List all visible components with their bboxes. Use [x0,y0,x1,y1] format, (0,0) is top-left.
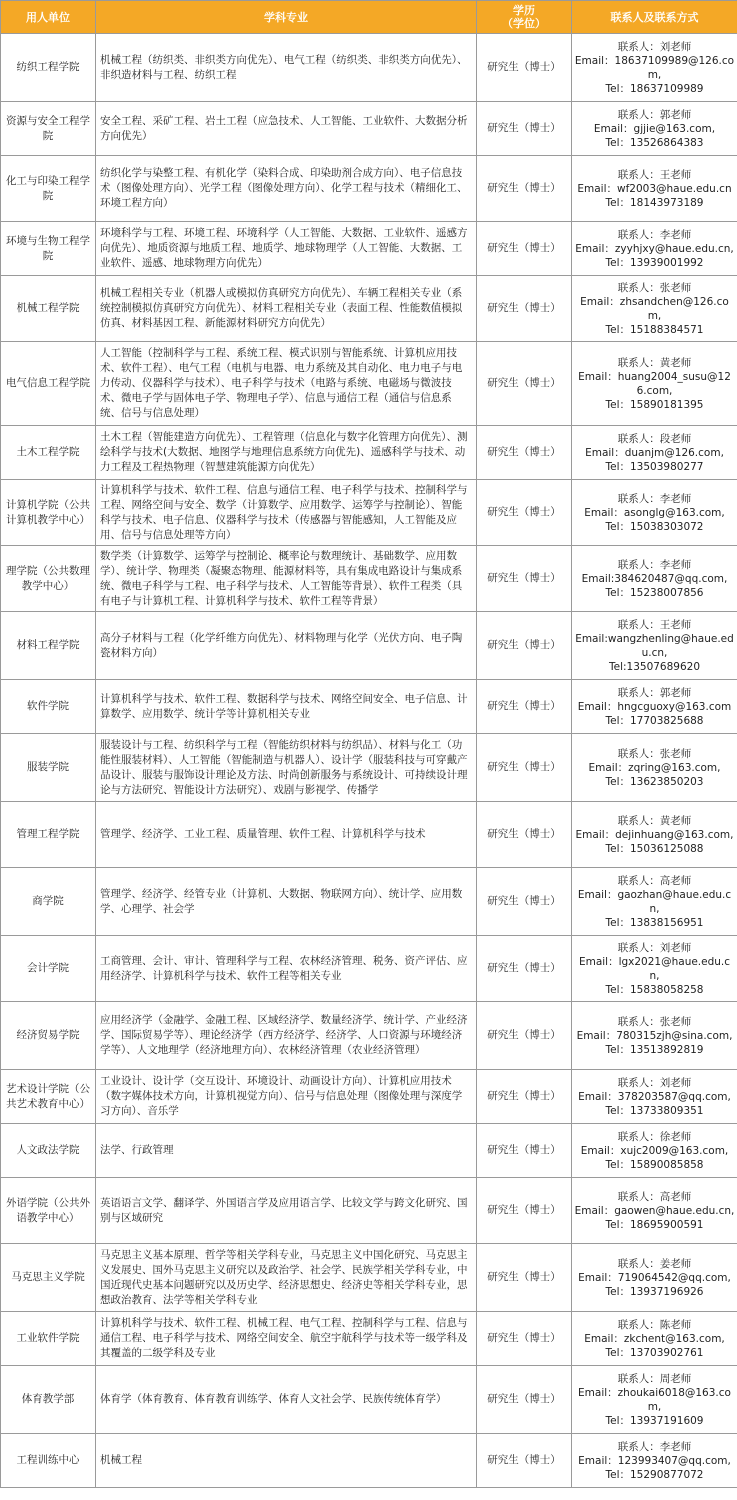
major-cell: 马克思主义基本原理、哲学等相关学科专业，马克思主义中国化研究、马克思主义发展史、国外马克思主义研究以及政治学、社会学、民族学相关学科专业，中国近现代史基本问题研究以及历史学、经济思想史、经济史等相关学科专业，思想政治教育、法学等相关学科专业 [96,1244,477,1312]
major-cell: 人工智能（控制科学与工程、系统工程、模式识别与智能系统、计算机应用技术、软件工程）、电气工程（电机与电器、电力系统及其自动化、电力电子与电力传动、仪器科学与技术）、电子科学与技术（电路与系统、电磁场与微波技术、微电子学与固体电子学、物理电子学）、信息与通信工程（通信与信息系统、信号与信息处理） [96,342,477,426]
degree-cell: 研究生（博士） [477,276,572,342]
contact-cell [572,1002,737,1070]
unit-cell: 外语学院（公共外语教学中心） [1,1178,96,1244]
degree-cell: 研究生（博士） [477,680,572,734]
degree-cell: 研究生（博士） [477,1312,572,1366]
contact-email: Email：zkchent@163.com, [584,1332,725,1345]
major-cell: 机械工程 [96,1434,477,1488]
table-row [1,222,737,276]
contact-person: 联系人：张老师 [617,747,692,760]
major-cell: 机械工程相关专业（机器人或模拟仿真研究方向优先）、车辆工程相关专业（系统控制模拟仿真研究方向优先）、材料工程相关专业（表面工程、性能数值模拟仿真、材料基因工程、新能源材料研究方向优先） [96,276,477,342]
major-cell: 计算机科学与技术、软件工程、信息与通信工程、电子科学与技术、控制科学与工程、网络空间与安全、数学（计算数学、应用数学、运筹学与控制论）、智能科学与技术、电子信息、仪器科学与技术（传感器与智能感知，人工智能及应用、信号与信息处理等方向） [96,480,477,546]
table-row [1,480,737,546]
table-row [1,1244,737,1312]
degree-cell: 研究生（博士） [477,802,572,868]
unit-cell: 管理工程学院 [1,802,96,868]
contact-cell [572,868,737,936]
contact-cell [572,734,737,802]
table-row [1,156,737,222]
contact-email: Email：huang2004_susu@126.com, [578,370,731,397]
contact-email: Email：719064542@qq.com, [578,1271,731,1284]
unit-cell: 纺织工程学院 [1,34,96,102]
contact-person: 联系人：刘老师 [617,40,692,53]
major-cell: 服装设计与工程、纺织科学与工程（智能纺织材料与纺织品）、材料与化工（功能性服装材料）、人工智能（智能制造与机器人）、设计学（服装科技与可穿戴产品设计、服装与服饰设计理论及方法、时尚创新服务与系统设计、可持续设计理论与方法研究、智能设计方法研究）、戏剧与影视学、传播学 [96,734,477,802]
contact-tel: Tel：15188384571 [605,323,704,336]
header-degree-line2: （学位） [502,17,546,30]
contact-tel: Tel：18695900591 [605,1218,704,1231]
major-cell: 管理学、经济学、经管专业（计算机、大数据、物联网方向）、统计学、应用数学、心理学、社会学 [96,868,477,936]
table-row [1,1070,737,1124]
contact-person: 联系人：郭老师 [617,686,692,699]
degree-cell: 研究生（博士） [477,426,572,480]
contact-cell [572,480,737,546]
table-row [1,1366,737,1434]
unit-cell: 会计学院 [1,936,96,1002]
unit-cell: 人文政法学院 [1,1124,96,1178]
contact-cell [572,222,737,276]
major-cell: 工商管理、会计、审计、管理科学与工程、农林经济管理、税务、资产评估、应用经济学、计算机科学与技术、软件工程等相关专业 [96,936,477,1002]
table-row [1,868,737,936]
contact-cell [572,34,737,102]
degree-cell: 研究生（博士） [477,1002,572,1070]
table-row [1,34,737,102]
contact-person: 联系人：段老师 [617,432,692,445]
contact-tel: Tel：13733809351 [605,1104,704,1117]
major-cell: 法学、行政管理 [96,1124,477,1178]
degree-cell: 研究生（博士） [477,34,572,102]
major-cell: 土木工程（智能建造方向优先）、工程管理（信息化与数字化管理方向优先）、测绘科学与技术(大数据、地图学与地理信息系统方向优先)、遥感科学与技术、动力工程及工程热物理（智慧建筑能源方向优先） [96,426,477,480]
contact-cell [572,342,737,426]
contact-email: Email：zyyhjxy@haue.edu.cn, [575,242,734,255]
degree-cell: 研究生（博士） [477,1244,572,1312]
contact-cell [572,1244,737,1312]
contact-email: Email:wangzhenling@haue.edu.cn, [575,632,734,659]
table-row [1,734,737,802]
header-degree [477,1,572,34]
degree-cell: 研究生（博士） [477,342,572,426]
contact-cell [572,156,737,222]
table-row [1,546,737,612]
contact-email: Email：dejinhuang@163.com, [575,828,734,841]
table-row [1,936,737,1002]
unit-cell: 工业软件学院 [1,1312,96,1366]
contact-cell [572,1124,737,1178]
contact-cell [572,1366,737,1434]
unit-cell: 理学院（公共数理教学中心） [1,546,96,612]
major-cell: 数学类（计算数学、运筹学与控制论、概率论与数理统计、基础数学、应用数学）、统计学、物理类（凝聚态物理、能源材料等，具有集成电路设计与集成系统、微电子科学与工程、电子科学与技术、人工智能等背景）、软件工程类（具有电子与计算机工程、计算机科学与技术、软件工程等背景） [96,546,477,612]
degree-cell: 研究生（博士） [477,1070,572,1124]
table-row [1,342,737,426]
unit-cell: 经济贸易学院 [1,1002,96,1070]
degree-cell: 研究生（博士） [477,1178,572,1244]
contact-person: 联系人：刘老师 [617,941,692,954]
contact-cell [572,276,737,342]
degree-cell: 研究生（博士） [477,1366,572,1434]
major-cell: 环境科学与工程、环境工程、环境科学（人工智能、大数据、工业软件、遥感方向优先）、地质资源与地质工程、地质学、地球物理学（人工智能、大数据、工业软件、遥感、地球物理方向优先） [96,222,477,276]
unit-cell: 土木工程学院 [1,426,96,480]
table-body [1,34,737,1488]
table-row [1,802,737,868]
degree-cell: 研究生（博士） [477,102,572,156]
contact-email: Email：123993407@qq.com, [578,1454,731,1467]
contact-cell [572,1312,737,1366]
major-cell: 机械工程（纺织类、非织类方向优先）、电气工程（纺织类、非织类方向优先）、非织造材料与工程、纺织工程 [96,34,477,102]
contact-person: 联系人：高老师 [617,874,692,887]
contact-email: Email：zhsandchen@126.com, [580,295,729,322]
major-cell: 应用经济学（金融学、金融工程、区域经济学、数量经济学、统计学、产业经济学、国际贸易学等）、理论经济学（西方经济学、经济学、人口资源与环境经济学等）、人文地理学（经济地理方向）、农林经济管理（农业经济管理） [96,1002,477,1070]
unit-cell: 环境与生物工程学院 [1,222,96,276]
contact-cell [572,426,737,480]
contact-tel: Tel：15038303072 [605,520,704,533]
contact-tel: Tel：13623850203 [605,775,704,788]
major-cell: 安全工程、采矿工程、岩土工程（应急技术、人工智能、工业软件、大数据分析方向优先） [96,102,477,156]
contact-cell [572,102,737,156]
contact-person: 联系人：姜老师 [617,1257,692,1270]
contact-cell [572,612,737,680]
major-cell: 高分子材料与工程（化学纤维方向优先）、材料物理与化学（光伏方向、电子陶瓷材料方向） [96,612,477,680]
contact-person: 联系人：高老师 [617,1190,692,1203]
unit-cell: 资源与安全工程学院 [1,102,96,156]
contact-person: 联系人：王老师 [617,618,692,631]
contact-person: 联系人：刘老师 [617,1076,692,1089]
contact-tel: Tel：13703902761 [605,1346,704,1359]
contact-tel: Tel：13526864383 [605,136,704,149]
contact-person: 联系人：周老师 [617,1372,692,1385]
contact-tel: Tel：13937191609 [605,1414,704,1427]
contact-tel: Tel：13503980277 [605,460,704,473]
contact-email: Email：18637109989@126.com, [574,54,735,81]
contact-person: 联系人：李老师 [617,492,692,505]
contact-person: 联系人：黄老师 [617,814,692,827]
contact-cell [572,1070,737,1124]
unit-cell: 体育教学部 [1,1366,96,1434]
contact-email: Email：gjjie@163.com, [593,122,716,135]
contact-person: 联系人：李老师 [617,558,692,571]
contact-email: Email：gaowen@haue.edu.cn, [574,1204,735,1217]
contact-tel: Tel：15890181395 [605,398,704,411]
major-cell: 计算机科学与技术、软件工程、数据科学与技术、网络空间安全、电子信息、计算数学、应用数学、统计学等计算机相关专业 [96,680,477,734]
unit-cell: 化工与印染工程学院 [1,156,96,222]
contact-tel: Tel：15036125088 [605,842,704,855]
contact-person: 联系人：徐老师 [617,1130,692,1143]
contact-email: Email：hngcguoxy@163.com [577,700,732,713]
contact-email: Email：lgx2021@haue.edu.cn, [578,955,731,982]
contact-cell [572,936,737,1002]
contact-email: Email：duanjm@126.com, [585,446,724,459]
table-row [1,102,737,156]
table-row [1,1178,737,1244]
contact-person: 联系人：陈老师 [617,1318,692,1331]
contact-tel: Tel：13939001992 [605,256,704,269]
degree-cell: 研究生（博士） [477,1434,572,1488]
contact-tel: Tel：15238007856 [605,586,704,599]
degree-cell: 研究生（博士） [477,156,572,222]
major-cell: 计算机科学与技术、软件工程、机械工程、电气工程、控制科学与工程、信息与通信工程、电子科学与技术、网络空间安全、航空宇航科学与技术等一级学科及其覆盖的二级学科及专业 [96,1312,477,1366]
contact-cell [572,1434,737,1488]
contact-email: Email：wf2003@haue.edu.cn [577,182,732,195]
contact-tel: Tel：13838156951 [605,916,704,929]
contact-tel: Tel：15290877072 [605,1468,704,1481]
table-row [1,276,737,342]
unit-cell: 电气信息工程学院 [1,342,96,426]
contact-cell [572,1178,737,1244]
contact-email: Email：asonglg@163.com, [584,506,725,519]
contact-tel: Tel：18143973189 [605,196,704,209]
unit-cell: 服装学院 [1,734,96,802]
unit-cell: 机械工程学院 [1,276,96,342]
table-row [1,1434,737,1488]
contact-email: Email：gaozhan@haue.edu.cn, [577,888,732,915]
contact-email: Email：zhoukai6018@163.com, [578,1386,731,1413]
contact-person: 联系人：李老师 [617,228,692,241]
contact-cell [572,546,737,612]
major-cell: 体育学（体育教育、体育教育训练学、体育人文社会学、民族传统体育学） [96,1366,477,1434]
contact-tel: Tel：15838058258 [605,983,704,996]
contact-person: 联系人：王老师 [617,168,692,181]
contact-cell [572,802,737,868]
contact-tel: Tel:13507689620 [608,660,701,673]
major-cell: 管理学、经济学、工业工程、质量管理、软件工程、计算机科学与技术 [96,802,477,868]
contact-email: Email：378203587@qq.com, [578,1090,731,1103]
unit-cell: 艺术设计学院（公共艺术教育中心） [1,1070,96,1124]
contact-tel: Tel：15890085858 [605,1158,704,1171]
contact-person: 联系人：黄老师 [617,356,692,369]
contact-person: 联系人：李老师 [617,1440,692,1453]
contact-email: Email：zqring@163.com, [588,761,721,774]
unit-cell: 软件学院 [1,680,96,734]
table-row [1,1002,737,1070]
header-contact: 联系人及联系方式 [572,1,737,34]
major-cell: 纺织化学与染整工程、有机化学（染料合成、印染助剂合成方向）、电子信息技术（图像处理方向）、光学工程（图像处理方向）、化学工程与技术（精细化工、环境工程方向） [96,156,477,222]
degree-cell: 研究生（博士） [477,480,572,546]
unit-cell: 商学院 [1,868,96,936]
contact-email: Email：xujc2009@163.com, [580,1144,729,1157]
contact-email: Email：780315zjh@sina.com, [576,1029,733,1042]
contact-tel: Tel：18637109989 [605,82,704,95]
contact-tel: Tel：17703825688 [605,714,704,727]
header-major: 学科专业 [96,1,477,34]
unit-cell: 材料工程学院 [1,612,96,680]
major-cell: 英语语言文学、翻译学、外国语言学及应用语言学、比较文学与跨文化研究、国别与区域研究 [96,1178,477,1244]
contact-person: 联系人：张老师 [617,281,692,294]
table-row [1,1312,737,1366]
degree-cell: 研究生（博士） [477,546,572,612]
contact-tel: Tel：13937196926 [605,1285,704,1298]
degree-cell: 研究生（博士） [477,612,572,680]
degree-cell: 研究生（博士） [477,734,572,802]
major-cell: 工业设计、设计学（交互设计、环境设计、动画设计方向）、计算机应用技术（数字媒体技术方向，计算机视觉方向）、信号与信息处理（图像处理与深度学习方向）、音乐学 [96,1070,477,1124]
unit-cell: 工程训练中心 [1,1434,96,1488]
contact-email: Email:384620487@qq.com, [581,572,728,585]
unit-cell: 计算机学院（公共计算机教学中心） [1,480,96,546]
unit-cell: 马克思主义学院 [1,1244,96,1312]
contact-tel: Tel：13513892819 [605,1043,704,1056]
degree-cell: 研究生（博士） [477,868,572,936]
table-row [1,426,737,480]
contact-person: 联系人：张老师 [617,1015,692,1028]
table-row [1,680,737,734]
degree-cell: 研究生（博士） [477,936,572,1002]
contact-cell [572,680,737,734]
contact-person: 联系人：郭老师 [617,108,692,121]
degree-cell: 研究生（博士） [477,1124,572,1178]
table-row [1,1124,737,1178]
header-unit: 用人单位 [1,1,96,34]
header-degree-line1: 学历 [513,4,535,17]
degree-cell: 研究生（博士） [477,222,572,276]
table-row [1,612,737,680]
table-header-row [1,1,737,34]
